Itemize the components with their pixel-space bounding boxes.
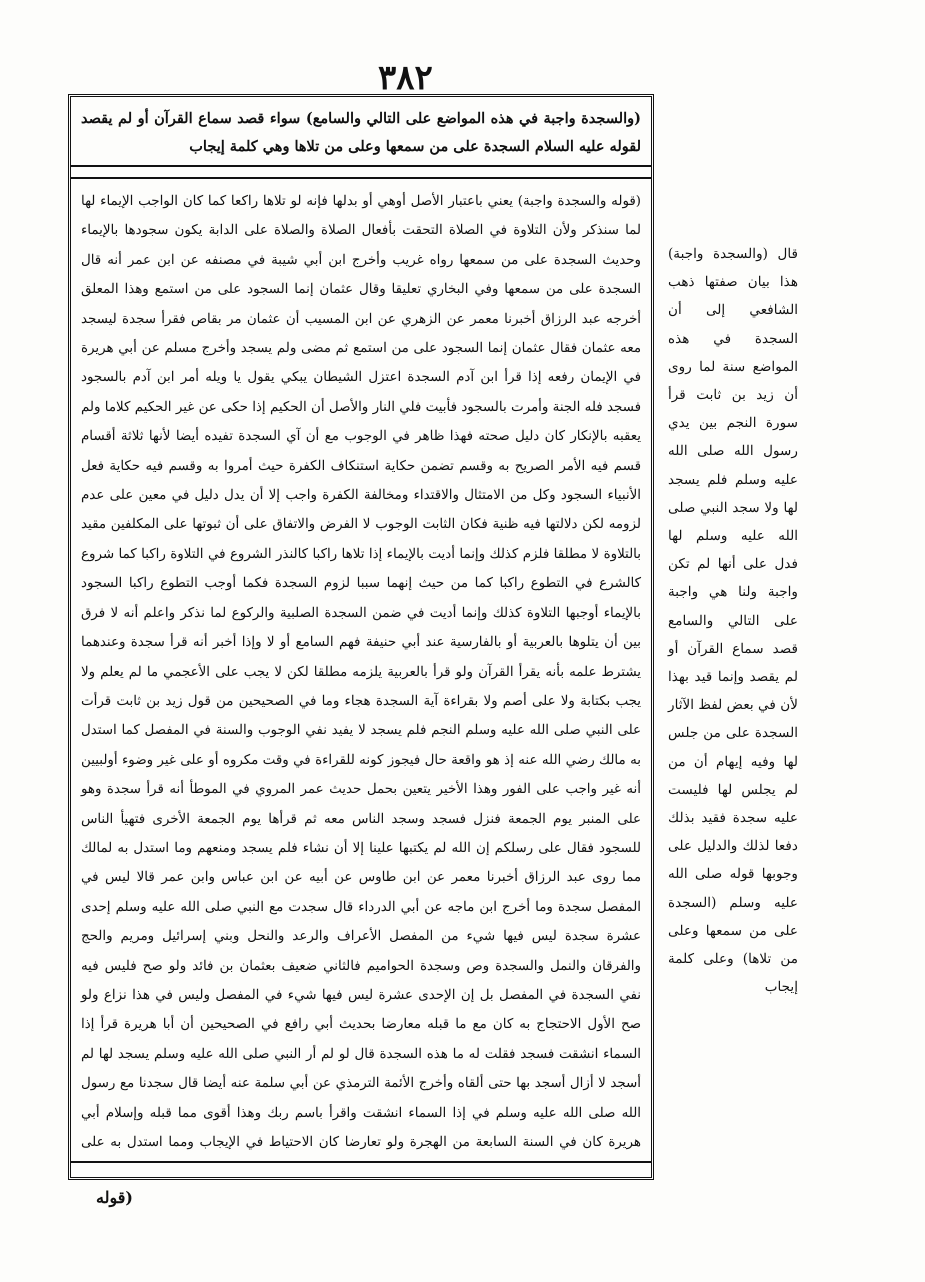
matn-text: (والسجدة واجبة في هذه المواضع على التالي والسامع) سواء قصد سماع القرآن أو لم يقصد لقوله عليه السلام السجدة على من سمعها وعلى من تلاها وهي كلمة إيجاب — [71, 97, 651, 167]
catchword: (قوله — [96, 1188, 133, 1207]
commentary-block — [71, 177, 651, 1163]
page-number: ٣٨٢ — [378, 58, 433, 98]
margin-commentary — [668, 240, 798, 1001]
margin-text: قال (والسجدة واجبة) هذا بيان صفتها ذهب الشافعي إلى أن السجدة في هذه المواضع سنة لما روى أن زيد بن ثابت قرأ سورة النجم بين يدي رسول الله صلى الله عليه وسلم فلم يسجد لها ولا سجد النبي صلى الله عليه وسلم لها فدل على أنها لم تكن واجبة ولنا هي واجبة على التالي والسامع قصد سماع القرآن أو لم يقصد وإنما قيد بهذا لأن في بعض لفظ الآثار السجدة على من جلس لها وفيه إيهام أن من لم يجلس لها فليست عليه سجدة فقيد بذلك دفعا لذلك والدليل على وجوبها قوله صلى الله عليه وسلم (السجدة على من سمعها وعلى من تلاها) وعلى كلمة إيجاب — [668, 246, 798, 996]
page-frame — [68, 94, 654, 1180]
commentary-paragraph: (قوله والسجدة واجبة) يعني باعتبار الأصل أوهي أو بدلها فإنه لو تلاها راكعا كما كان الواجب الإيماء لها لما سنذكر ولأن التلاوة في الصلاة التحقت بأفعال الصلاة والصلاة على الدابة يكون سجودها بالإيماء وحديث السجدة على من سمعها رواه غريب وأخرج ابن أبي شيبة في مصنفه عن ابن عمر أنه قال السجدة على من سمعها وفي البخاري تعليقا وقال عثمان إنما السجود على من استمع وهذا المعلق أخرجه عبد الرزاق أخبرنا معمر عن الزهري عن ابن المسيب أن عثمان مر بقاص فقرأ سجدة ليسجد معه عثمان فقال عثمان إنما السجود على من استمع ثم مضى ولم يسجد وأخرج مسلم عن أبي هريرة في الإيمان رفعه إذا قرأ ابن آدم السجدة اعتزل الشيطان يبكي يقول يا ويله أمر ابن آدم بالسجود فسجد فله الجنة وأمرت بالسجود فأبيت فلي النار والأصل أن الحكيم إذا حكى عن غير الحكيم كلاما ولم يعقبه بالإنكار كان دليل صحته فهذا ظاهر في الوجوب مع أن آي السجدة تفيده أيضا لأنها ثلاثة أقسام قسم فيه الأمر الصريح به وقسم تضمن حكاية استنكاف الكفرة حيث أمروا به وقسم فيه حكاية فعل الأنبياء السجود وكل من الامتثال والاقتداء ومخالفة الكفرة واجب إلا أن يدل دليل في معين على عدم لزومه لكن دلالتها فيه ظنية فكان الثابت الوجوب لا الفرض والاتفاق على أن ثبوتها على المكلفين مقيد بالتلاوة لا مطلقا فلزم كذلك وإنما أديت بالإيماء إذا تلاها راكبا كالنذر الشروع في التلاوة راكبا كما شروع كالشرع في التطوع راكبا كما من حيث إنهما سببا لزوم السجدة فكما أوجب التطوع راكبا السجود بالإيماء أوجبها التلاوة كذلك وإنما أديت في ضمن السجدة الصلبية والركوع لما نذكر واعلم أنه لا فرق بين أن يتلوها بالعربية أو بالفارسية عند أبي حنيفة فهم السامع أو لا وإذا أخبر أنه قرأ سجدة وعندهما يشترط علمه بأنه يقرأ القرآن ولو قرأ بالعربية يلزمه مطلقا لكن لا يجب على الأعجمي ما لم يعلم ولا يجب بكتابة ولا على أصم ولا بقراءة آية السجدة هجاء وما في الصحيحين من قول زيد بن ثابت قرأت على النبي صلى الله عليه وسلم النجم فلم يسجد لا يفيد نفي الوجوب والسنة في المفصل كما استدل به مالك رضي الله عنه إذ هو واقعة حال فيجوز كونه للقراءة في وقت مكروه أو على غير وضوء أولبيين أنه غير واجب على الفور وهذا الأخير يتعين بحمل حديث عمر المروي في الموطأ أنه قرأ سجدة وهو على المنبر يوم الجمعة فنزل فسجد وسجد الناس معه ثم قرأها يوم الجمعة الأخرى فتهيأ الناس للسجود فقال على رسلكم إن الله لم يكتبها علينا إلا أن نشاء فلم يسجد ومنعهم وما استدل به لمالك مما روى عبد الرزاق أخبرنا معمر عن ابن طاوس عن أبيه عن ابن عباس وابن عمر قالا ليس في المفصل سجدة وما أخرج ابن ماجه عن أبي الدرداء قال سجدت مع النبي صلى الله عليه وسلم إحدى عشرة سجدة ليس فيها شيء من المفصل الأعراف والرعد والنحل وبني إسرائيل ومريم والحج والفرقان والنمل والسجدة وص وسجدة الحواميم فالثاني ضعيف بعثمان بن فائد ولو صح فليس فيه نفي السجدة في المفصل بل إن الإحدى عشرة ليس فيها شيء في المفصل وليس في هذا نزاع ولو صح الأول الاحتجاج به كان مع ما قبله معارضا بحديث أبي رافع في الصحيحين أن أبا هريرة قرأ إذا السماء انشقت فسجد فقلت له ما هذه السجدة قال لو لم أر النبي صلى الله عليه وسلم يسجد لها لم أسجد لا أزال أسجد بها حتى ألقاه وأخرج الأئمة الترمذي عن أبي سلمة عنه أيضا قال سجدنا مع رسول الله صلى الله عليه وسلم في إذا السماء انشقت واقرأ باسم ربك وهذا أقوى مما قبله وإسلام أبي هريرة كان في السنة السابعة من الهجرة ولو تعارضا كان الاحتياط في الإيجاب ومما استدل به على — [81, 194, 641, 1150]
